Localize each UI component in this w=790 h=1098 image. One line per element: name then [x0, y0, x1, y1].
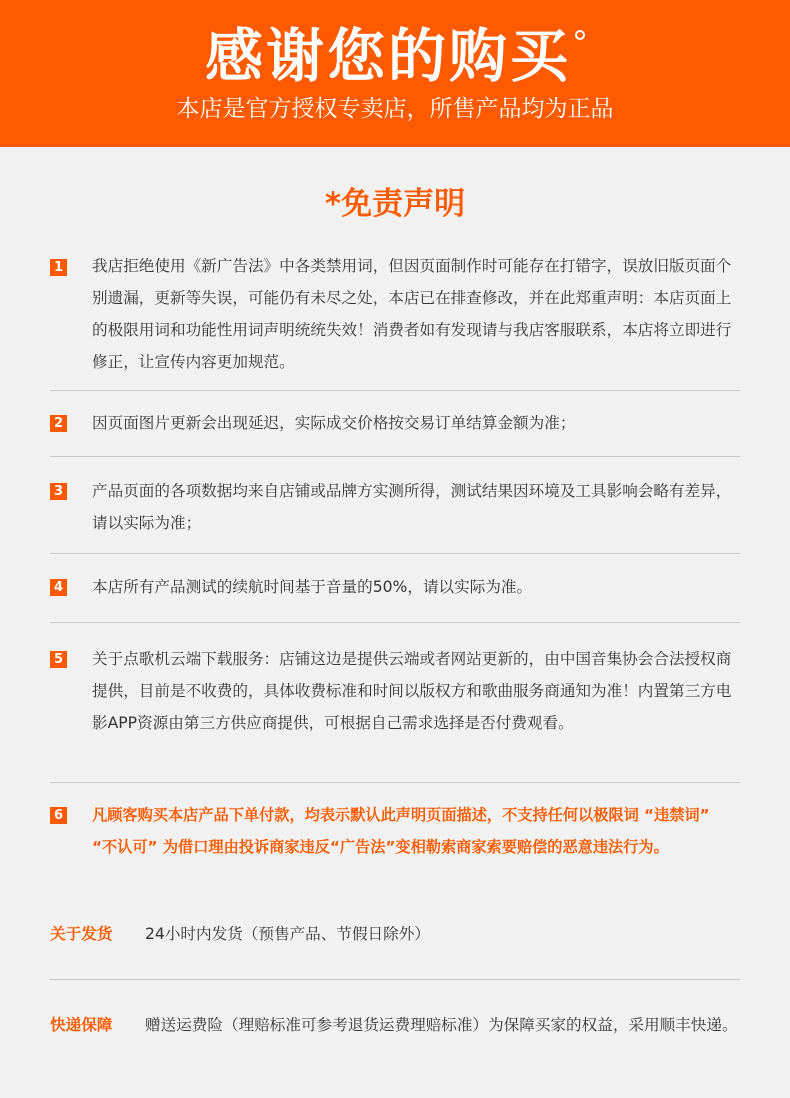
header-banner [0, 0, 790, 147]
divider [50, 782, 740, 783]
disclaimer-text: 产品页面的各项数据均来自店铺或品牌方实测所得，测试结果因环境及工具影响会略有差异，请以实际为准； [92, 482, 732, 532]
item-number-badge: 6 [50, 807, 67, 824]
banner-title-text: 感谢您的购买 [204, 22, 571, 90]
express-label: 快递保障 [50, 1016, 113, 1034]
disclaimer-text: 本店所有产品测试的续航时间基于音量的50%，请以实际为准。 [92, 578, 533, 596]
item-number-badge: 3 [50, 483, 67, 500]
shipping-text: 24小时内发货（预售产品、节假日除外） [145, 925, 430, 943]
item-number-badge: 1 [50, 259, 67, 276]
divider [50, 979, 740, 980]
disclaimer-text: 因页面图片更新会出现延迟，实际成交价格按交易订单结算金额为准； [92, 414, 576, 432]
item-number-badge: 2 [50, 415, 67, 432]
banner-subtitle: 本店是官方授权专卖店，所售产品均为正品 [176, 96, 614, 122]
item-number-badge: 5 [50, 651, 67, 668]
divider [50, 553, 740, 554]
disclaimer-title: *免责声明 [324, 186, 466, 222]
divider [50, 456, 740, 457]
shipping-label: 关于发货 [50, 925, 113, 943]
disclaimer-warning-text: 凡顾客购买本店产品下单付款，均表示默认此声明页面描述，不支持任何以极限词 “违禁词” “不认可” 为借口理由投诉商家违反“广告法”变相勒索商家索要赔偿的恶意违法行为。 [92, 806, 710, 856]
banner-title [0, 18, 790, 94]
disclaimer-text: 我店拒绝使用《新广告法》中各类禁用词，但因页面制作时可能存在打错字，误放旧版页面个别遗漏，更新等失误，可能仍有未尽之处，本店已在排查修改，并在此郑重声明：本店页面上的极限用词和功能性用词声明统统失效！消费者如有发现请与我店客服联系，本店将立即进行修正，让宣传内容更加规范。 [92, 257, 732, 371]
disclaimer-text: 关于点歌机云端下载服务：店铺这边是提供云端或者网站更新的，由中国音集协会合法授权商提供，目前是不收费的，具体收费标准和时间以版权方和歌曲服务商通知为准！内置第三方电影APP资源由第三方供应商提供，可根据自己需求选择是否付费观看。 [92, 650, 732, 732]
divider [50, 622, 740, 623]
degree-dot-icon [575, 30, 585, 40]
item-number-badge: 4 [50, 579, 67, 596]
express-text: 赠送运费险（理赔标准可参考退货运费理赔标准）为保障买家的权益，采用顺丰快递。 [145, 1016, 738, 1034]
divider [50, 390, 740, 391]
